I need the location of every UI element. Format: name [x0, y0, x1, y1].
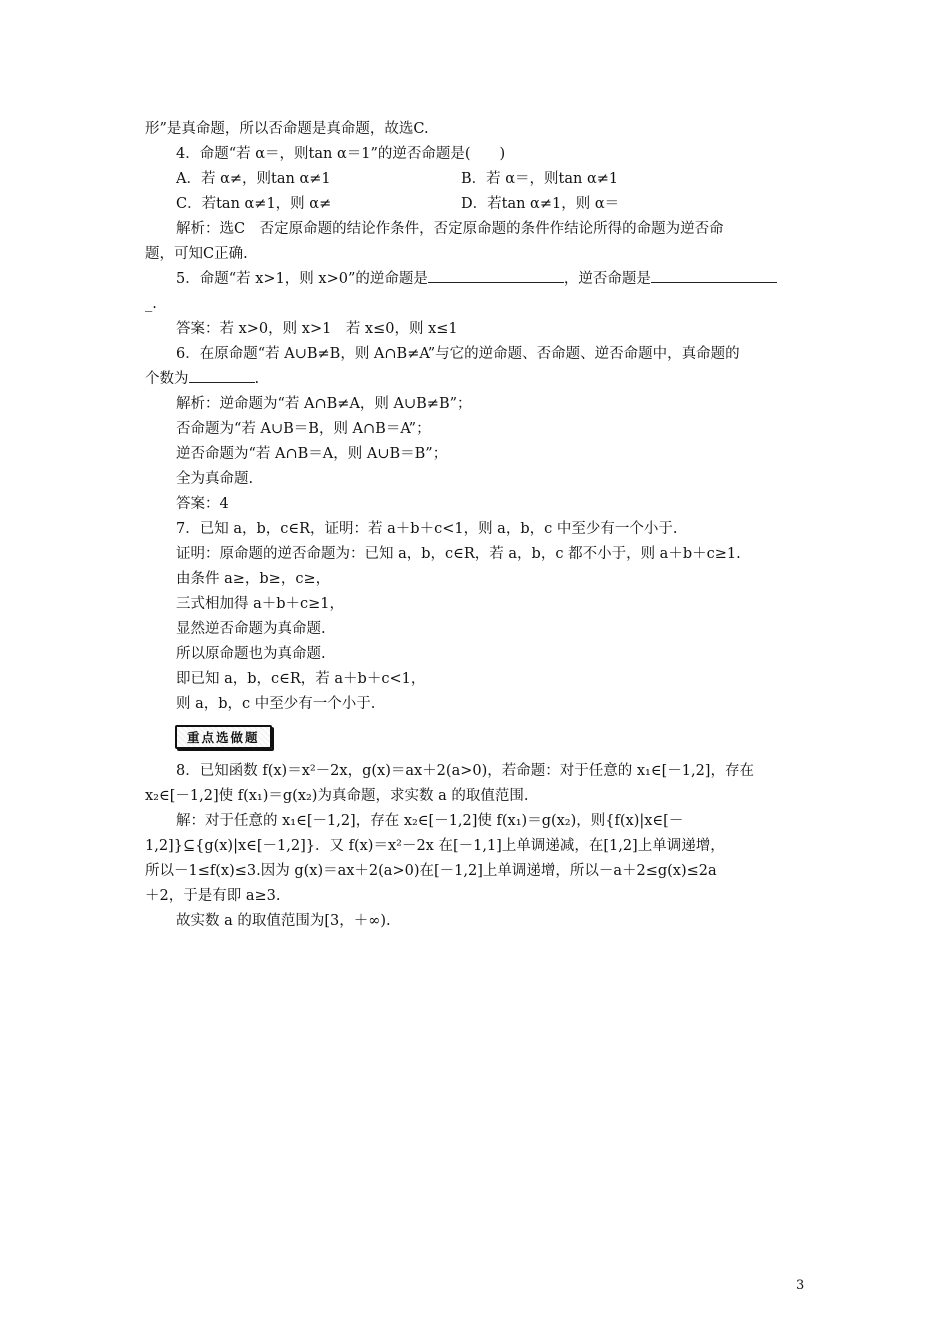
question-4-options-row-1	[145, 167, 810, 192]
question-4-options-row-2	[145, 192, 810, 217]
question-5-cont: _.	[145, 296, 157, 312]
section-badge-label: 重点选做题	[175, 725, 272, 749]
option-c: C．若tan α≠1，则 α≠	[176, 196, 332, 212]
question-8-solution: ＋2，于是有即 a≥3.	[145, 888, 281, 904]
question-6-cont	[145, 367, 810, 392]
text-line: 形”是真命题，所以否命题是真命题，故选C.	[145, 121, 429, 137]
question-6-solution: 全为真命题.	[176, 471, 254, 487]
answer-blank	[189, 367, 255, 383]
option-a: A．若 α≠，则tan α≠1	[176, 171, 331, 187]
question-7-proof: 三式相加得 a＋b＋c≥1，	[176, 596, 345, 612]
answer-blank	[651, 267, 777, 283]
question-6-text: 个数为	[145, 371, 189, 387]
question-6-text-end: .	[254, 371, 260, 387]
question-7-proof: 由条件 a≥，b≥，c≥，	[176, 571, 331, 587]
question-8: 8．已知函数 f(x)＝x²－2x，g(x)＝ax＋2(a>0)，若命题：对于任意的 x₁∈[－1,2]，存在	[176, 763, 754, 779]
question-6-solution: 否命题为“若 A∪B＝B，则 A∩B＝A”；	[176, 421, 431, 437]
question-8-conclusion: 故实数 a 的取值范围为[3，＋∞).	[176, 913, 391, 929]
answer-blank	[428, 267, 564, 283]
question-8-solution: 解：对于任意的 x₁∈[－1,2]，存在 x₂∈[－1,2]使 f(x₁)＝g(x₂)，则{f(x)|x∈[－	[176, 813, 684, 829]
question-5-answer: 答案：若 x>0，则 x>1 若 x≤0，则 x≤1	[176, 321, 458, 337]
question-7-proof: 证明：原命题的逆否命题为：已知 a，b，c∈R，若 a，b，c 都不小于，则 a＋b＋c≥1.	[176, 546, 741, 562]
question-7-proof: 所以原命题也为真命题.	[176, 646, 326, 662]
question-4-solution-cont: 题，可知C正确.	[145, 246, 248, 262]
page-number: 3	[796, 1278, 805, 1293]
question-6: 6．在原命题“若 A∪B≠B，则 A∩B≠A”与它的逆命题、否命题、逆否命题中，真命题的	[176, 346, 740, 362]
question-6-solution: 解析：逆命题为“若 A∩B≠A，则 A∪B≠B”；	[176, 396, 472, 412]
question-4-solution: 解析：选C 否定原命题的结论作条件，否定原命题的条件作结论所得的命题为逆否命	[176, 221, 724, 237]
question-4: 4．命题“若 α＝，则tan α＝1”的逆否命题是( )	[176, 146, 506, 162]
question-8-cont: x₂∈[－1,2]使 f(x₁)＝g(x₂)为真命题，求实数 a 的取值范围.	[145, 788, 529, 804]
question-8-solution: 1,2]}⊆{g(x)|x∈[－1,2]}．又 f(x)＝x²－2x 在[－1,1]上单调递减，在[1,2]上单调递增，	[145, 838, 725, 854]
question-7-proof: 则 a，b，c 中至少有一个小于.	[176, 696, 376, 712]
question-6-solution: 逆否命题为“若 A∩B＝A，则 A∪B＝B”；	[176, 446, 448, 462]
question-5-text-a: 5．命题“若 x>1，则 x>0”的逆命题是	[176, 271, 428, 287]
option-d: D．若tan α≠1，则 α＝	[461, 196, 620, 212]
question-7-proof: 显然逆否命题为真命题.	[176, 621, 326, 637]
option-b: B．若 α＝，则tan α≠1	[461, 171, 619, 187]
question-6-answer: 答案：4	[176, 496, 229, 512]
question-5	[145, 267, 810, 292]
question-7: 7．已知 a，b，c∈R，证明：若 a＋b＋c<1，则 a，b，c 中至少有一个小于.	[176, 521, 678, 537]
section-badge	[145, 717, 810, 759]
question-8-solution: 所以－1≤f(x)≤3.因为 g(x)＝ax＋2(a>0)在[－1,2]上单调递增，所以－a＋2≤g(x)≤2a	[145, 863, 717, 879]
question-7-proof: 即已知 a，b，c∈R，若 a＋b＋c<1，	[176, 671, 426, 687]
question-5-text-b: ，逆否命题是	[563, 271, 651, 287]
document-body	[145, 117, 810, 934]
